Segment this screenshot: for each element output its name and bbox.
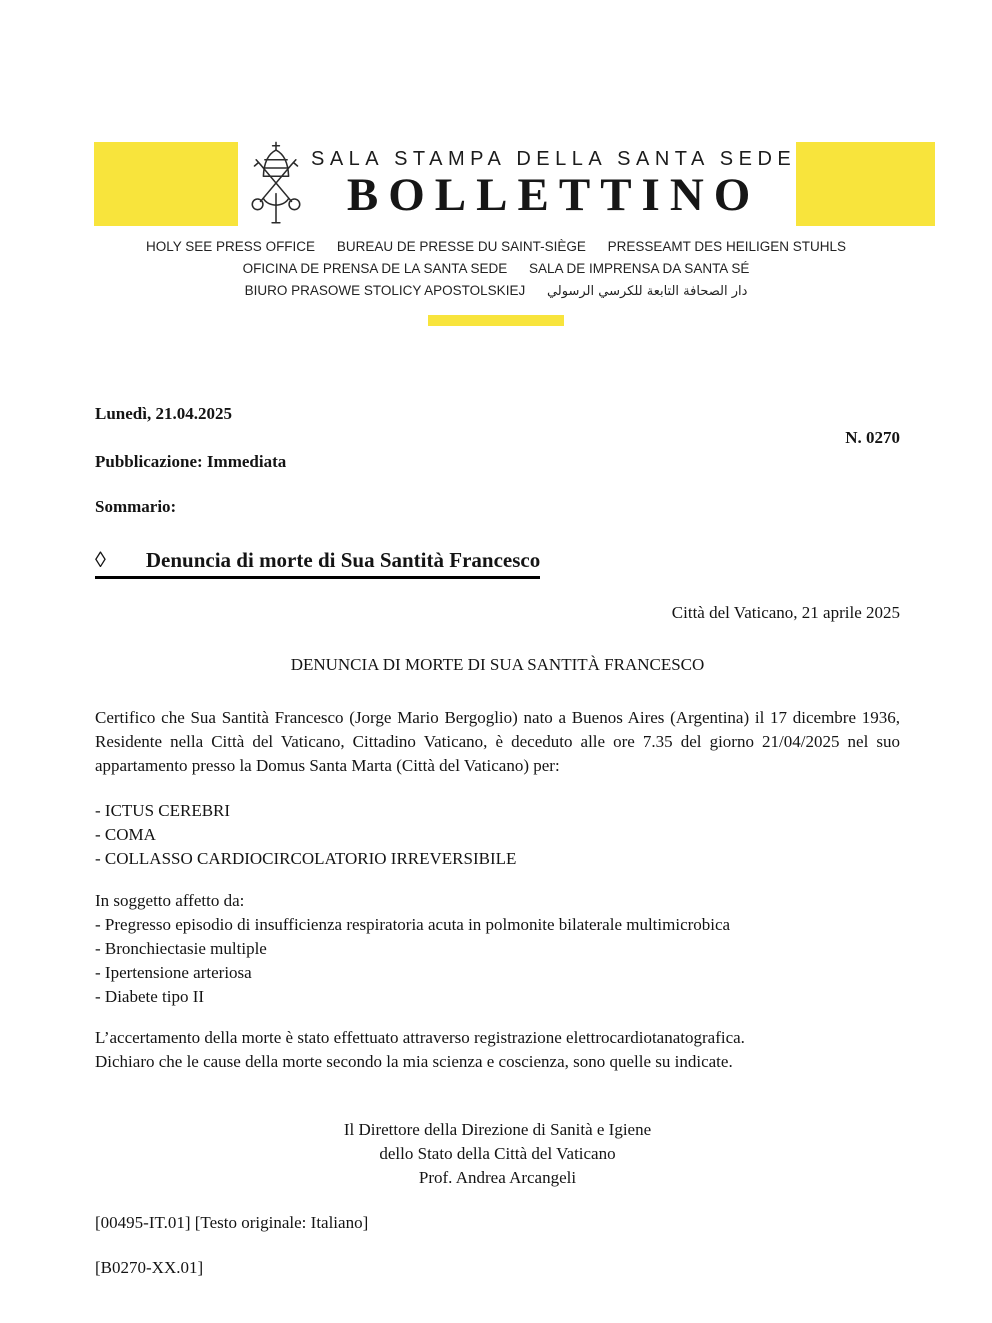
bulletin-code: [B0270-XX.01]: [95, 1258, 204, 1277]
office-name-fr: BUREAU DE PRESSE DU SAINT-SIÈGE: [336, 239, 586, 254]
bulletin-content: [0, 402, 992, 1280]
condition-item: - Pregresso episodio di insufficienza respiratoria acuta in polmonite bilaterale multimicrobica: [95, 915, 731, 934]
masthead-yellow-divider-bar: [428, 315, 564, 326]
verification-statement: [95, 1026, 900, 1074]
diamond-bullet-icon: ◊: [95, 547, 106, 572]
causes-of-death-list: [95, 799, 900, 871]
bulletin-number: N. 0270: [845, 428, 900, 447]
signatory-name: Prof. Andrea Arcangeli: [418, 1168, 577, 1187]
document-reference: [00495-IT.01] [Testo originale: Italiano]: [95, 1213, 369, 1232]
signatory-title: dello Stato della Città del Vaticano: [379, 1144, 616, 1163]
office-name-pt: SALA DE IMPRENSA DA SANTA SÉ: [529, 261, 750, 276]
bulletin-date: Lunedì, 21.04.2025: [95, 404, 232, 423]
condition-item: - Ipertensione arteriosa: [95, 963, 252, 982]
masthead: [94, 142, 897, 226]
article-dateline: Città del Vaticano, 21 aprile 2025: [671, 603, 900, 622]
bulletin-title: BOLLETTINO: [346, 169, 761, 221]
office-name-pl: BIURO PRASOWE STOLICY APOSTOLSKIEJ: [244, 283, 526, 298]
cause-item: - ICTUS CEREBRI: [95, 801, 231, 820]
office-names-line-1: [0, 236, 992, 258]
preexisting-conditions: [95, 889, 900, 1009]
cause-item: - COMA: [95, 825, 156, 844]
verification-line: L’accertamento della morte è stato effettuato attraverso registrazione elettrocardiotanatografica.: [95, 1028, 745, 1047]
signatory-title: Il Direttore della Direzione di Sanità e Igiene: [343, 1120, 652, 1139]
conditions-intro: In soggetto affetto da:: [95, 891, 245, 910]
masthead-right-yellow-block: [796, 142, 935, 226]
masthead-left-yellow-block: [94, 142, 238, 226]
cause-item: - COLLASSO CARDIOCIRCOLATORIO IRREVERSIBILE: [95, 849, 517, 868]
office-name-es: OFICINA DE PRENSA DE LA SANTA SEDE: [242, 261, 508, 276]
signature-block: [95, 1118, 900, 1190]
office-name-de: PRESSEAMT DES HEILIGEN STUHLS: [607, 239, 846, 254]
summary-item-title: Denuncia di morte di Sua Santità Francesco: [145, 548, 541, 572]
summary-list: [95, 519, 900, 579]
condition-item: - Diabete tipo II: [95, 987, 205, 1006]
multilingual-office-names: [0, 236, 992, 303]
verification-line: Dichiaro che le cause della morte secondo la mia scienza e coscienza, sono quelle su indicate.: [95, 1052, 733, 1071]
condition-item: - Bronchiectasie multiple: [95, 939, 267, 958]
summary-label: Sommario:: [95, 497, 177, 516]
agency-name: SALA STAMPA DELLA SANTA SEDE: [311, 148, 797, 170]
office-name-ar: دار الصحافة التابعة للكرسي الرسولي: [546, 284, 748, 299]
bulletin-meta: [95, 402, 900, 474]
masthead-titles: [311, 149, 796, 219]
office-names-line-2: [0, 258, 992, 280]
papal-tiara-crossed-keys-emblem-icon: [245, 138, 307, 230]
summary-item: [95, 547, 540, 579]
office-name-en: HOLY SEE PRESS OFFICE: [146, 239, 316, 254]
office-names-line-3: [0, 280, 992, 303]
certification-paragraph: Certifico che Sua Santità Francesco (Jorge Mario Bergoglio) nato a Buenos Aires (Argentina) il 17 dicembre 1936, Residente nella Città del Vaticano, Cittadino Vaticano, è deceduto alle ore 7.35 del giorno 21/04/2025 nel suo appartamento presso la Domus Santa Marta (Città del Vaticano) per:: [95, 708, 900, 775]
article-headline: DENUNCIA DI MORTE DI SUA SANTITÀ FRANCESCO: [290, 655, 705, 674]
publication-type: Pubblicazione: Immediata: [95, 452, 287, 471]
